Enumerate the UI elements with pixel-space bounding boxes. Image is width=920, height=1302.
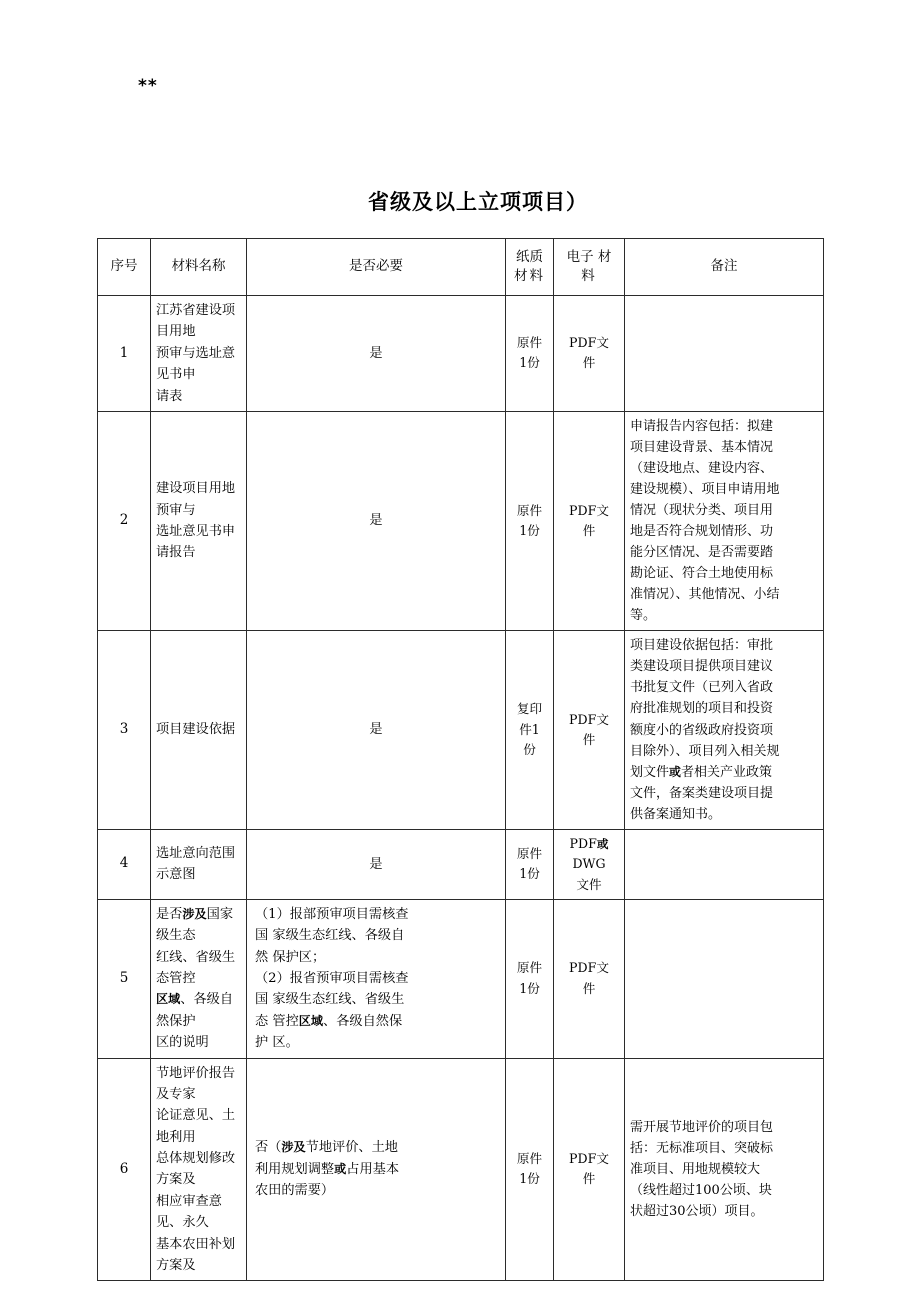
paper-material-line: 1份 (519, 980, 540, 996)
material-name-cell (151, 899, 247, 1058)
row-number-cell: 2 (98, 411, 151, 630)
paper-material-line: 1份 (519, 866, 540, 882)
electronic-material (559, 501, 619, 542)
row-number-cell: 6 (98, 1058, 151, 1281)
paper-material-line: 原件 (516, 960, 543, 976)
material-name-line: 红线、省级生态管控 (156, 949, 236, 987)
required-text (255, 904, 499, 1054)
note-cell (625, 829, 824, 899)
material-name-line: 项目建设依据 (156, 722, 236, 738)
note-cell (625, 296, 824, 412)
note-cell (625, 411, 824, 630)
material-name-line: 江苏省建设项目用地 (156, 303, 236, 340)
column-header-electronic-line2: 料 (581, 268, 597, 284)
note-text-line: 供备案通知书。 (630, 806, 722, 822)
required-text-line: 否（涉及节地评价、土地 (255, 1140, 398, 1156)
note-text-line: 建设规模）、项目申请用地 (630, 482, 780, 498)
paper-material (511, 699, 548, 760)
column-header-electronic-line1: 电子 材 (566, 249, 612, 266)
column-header-paper (506, 239, 554, 296)
column-header-required: 是否必要 (247, 239, 506, 296)
note-text-line: 书批复文件（已列入省政 (630, 680, 774, 696)
material-name-line: 是否涉及国家级生态 (156, 906, 234, 944)
material-name-line: 选址意向范围示意图 (156, 845, 236, 883)
material-name-line: 选址意见书申请报告 (156, 524, 236, 561)
note-text-line: 府批准规划的项目和投资 (630, 701, 774, 717)
table-body (98, 296, 824, 1281)
required-text (255, 1137, 499, 1201)
paper-material-line: 原件 (516, 1151, 543, 1167)
note-text (630, 635, 818, 824)
electronic-material-line: PDF文 (569, 335, 609, 351)
note-text-line: 勘论证、符合土地使用标 (630, 566, 774, 582)
material-name-cell (151, 411, 247, 630)
material-name-line: 节地评价报告及专家 (156, 1065, 236, 1102)
note-text-line: （建设地点、建设内容、 (630, 460, 774, 476)
electronic-material-cell (554, 631, 625, 829)
required-cell (247, 1058, 506, 1281)
electronic-material-cell (554, 1058, 625, 1281)
paper-material (511, 1149, 548, 1190)
required-cell: 是 (247, 829, 506, 899)
material-name-line: 请表 (156, 388, 183, 404)
note-text-line: 准情况）、其他情况、小结 (630, 587, 780, 603)
material-name-line: 区的说明 (156, 1035, 209, 1051)
note-cell (625, 631, 824, 829)
note-cell (625, 1058, 824, 1281)
electronic-material-line: 件 (582, 980, 596, 996)
electronic-material-line: PDF文 (569, 960, 609, 976)
electronic-material (559, 958, 619, 999)
material-name-cell (151, 296, 247, 412)
note-text-line: （线性超过100公顷、块 (630, 1182, 772, 1198)
paper-material-line: 1份 (519, 1171, 540, 1187)
table-row (98, 411, 824, 630)
note-text-line: 状超过30公顷）项目。 (630, 1204, 764, 1219)
electronic-material-line: DWG (572, 856, 606, 872)
note-text-line: 等。 (630, 608, 657, 624)
note-text-line: 需开展节地评价的项目包 (630, 1119, 774, 1135)
paper-material-line: 1份 (519, 355, 540, 371)
note-text-line: 额度小的省级政府投资项 (630, 722, 774, 738)
paper-material (511, 958, 548, 999)
electronic-material (559, 333, 619, 374)
row-number-cell: 1 (98, 296, 151, 412)
material-name (156, 1063, 241, 1277)
required-text-line: （2）报省预审项目需核查 (255, 971, 409, 987)
material-name-line: 论证意见、土地利用 (156, 1108, 236, 1145)
material-name-line: 建设项目用地预审与 (156, 481, 236, 518)
material-name-line: 预审与选址意见书申 (156, 345, 236, 383)
column-header-name: 材料名称 (151, 239, 247, 296)
note-text-line: 项目建设背景、基本情况 (630, 439, 774, 455)
row-number-cell: 5 (98, 899, 151, 1058)
paper-material (511, 333, 548, 374)
column-header-no: 序号 (98, 239, 151, 296)
paper-material (511, 501, 548, 542)
electronic-material-line: PDF文 (569, 711, 609, 727)
note-text-line: 项目建设依据包括：审批 (630, 638, 774, 654)
note-text-line: 准项目、用地规模较大 (630, 1161, 761, 1177)
material-name-line: 区域、各级自然保护 (156, 992, 234, 1029)
paper-material-cell (506, 829, 554, 899)
required-text-line: 农田的需要） (255, 1183, 335, 1199)
required-text-line: 国 家级生态红线、各级自 (255, 928, 405, 944)
paper-material-line: 复印 (516, 701, 543, 717)
row-number-cell: 4 (98, 829, 151, 899)
paper-material-line: 件1 份 (519, 721, 540, 758)
note-text-line: 括：无标准项目、突破标 (630, 1140, 774, 1156)
note-text (630, 416, 818, 626)
materials-table (97, 238, 824, 1281)
table-row (98, 296, 824, 412)
material-name-cell (151, 631, 247, 829)
electronic-material (559, 710, 619, 751)
paper-material-cell (506, 631, 554, 829)
material-name (156, 719, 241, 740)
electronic-material-cell (554, 829, 625, 899)
table-header-row (98, 239, 824, 296)
material-name (156, 843, 241, 886)
required-text-line: （1）报部预审项目需核查 (255, 906, 409, 922)
paper-material-line: 原件 (516, 845, 543, 861)
electronic-material-cell (554, 411, 625, 630)
electronic-material-line: 件 (582, 1171, 596, 1187)
column-header-paper-line2: 材料 (514, 268, 545, 284)
note-text-line: 情况（现状分类、项目用 (630, 503, 774, 519)
required-text-line: 利用规划调整或占用基本 (255, 1161, 400, 1177)
electronic-material (559, 1149, 619, 1190)
electronic-material-line: 件 (582, 355, 596, 371)
paper-material-cell (506, 899, 554, 1058)
required-text-line: 护 区。 (255, 1035, 299, 1051)
material-name (156, 904, 241, 1054)
table-row (98, 899, 824, 1058)
required-text-line: 态 管控区域、各级自然保 (255, 1013, 403, 1029)
column-header-paper-line1: 纸质 (516, 249, 543, 266)
top-asterisk-mark: ** (138, 76, 158, 96)
column-header-electronic (554, 239, 625, 296)
table-row (98, 631, 824, 829)
electronic-material-line: 文件 (576, 876, 602, 892)
paper-material-line: 1份 (519, 523, 540, 539)
row-number-cell: 3 (98, 631, 151, 829)
table-row (98, 829, 824, 899)
column-header-note: 备注 (625, 239, 824, 296)
paper-material-cell (506, 411, 554, 630)
note-text-line: 文件，备案类建设项目提 (630, 785, 774, 801)
note-text-line: 申请报告内容包括：拟建 (630, 418, 774, 434)
note-text (630, 1117, 818, 1222)
electronic-material-line: PDF文 (569, 502, 609, 518)
electronic-material (559, 834, 619, 895)
material-name (156, 300, 241, 407)
electronic-material-cell (554, 899, 625, 1058)
note-text-line: 划文件或者相关产业政策 (630, 764, 772, 780)
paper-material-line: 原件 (516, 502, 543, 518)
electronic-material-line: 件 (582, 523, 596, 539)
required-text-line: 然 保护区； (255, 949, 326, 965)
material-name-cell (151, 1058, 247, 1281)
paper-material-cell (506, 296, 554, 412)
note-cell (625, 899, 824, 1058)
required-cell: 是 (247, 631, 506, 829)
paper-material-line: 原件 (516, 335, 543, 351)
note-text-line: 地是否符合规划情形、功 (630, 524, 774, 540)
material-name-line: 基本农田补划方案及 (156, 1236, 236, 1273)
paper-material (511, 844, 548, 885)
material-name-cell (151, 829, 247, 899)
required-cell (247, 899, 506, 1058)
required-cell: 是 (247, 411, 506, 630)
electronic-material-line: PDF文 (569, 1151, 609, 1167)
material-name-line: 相应审查意见、永久 (156, 1193, 222, 1231)
required-text-line: 国 家级生态红线、省级生 (255, 992, 405, 1008)
materials-table-wrapper (97, 238, 823, 1281)
material-name (156, 478, 241, 564)
electronic-material-line: PDF或 (569, 835, 609, 851)
note-text-line: 能分区情况、是否需要踏 (630, 545, 774, 561)
material-name-line: 总体规划修改方案及 (156, 1151, 236, 1188)
electronic-material-cell (554, 296, 625, 412)
page-title: 省级及以上立项项目） (368, 190, 588, 214)
table-row (98, 1058, 824, 1281)
paper-material-cell (506, 1058, 554, 1281)
table-header (98, 239, 824, 296)
required-cell: 是 (247, 296, 506, 412)
electronic-material-line: 件 (582, 732, 596, 748)
note-text-line: 目除外）、项目列入相关规 (630, 743, 780, 759)
note-text-line: 类建设项目提供项目建议 (630, 659, 774, 675)
